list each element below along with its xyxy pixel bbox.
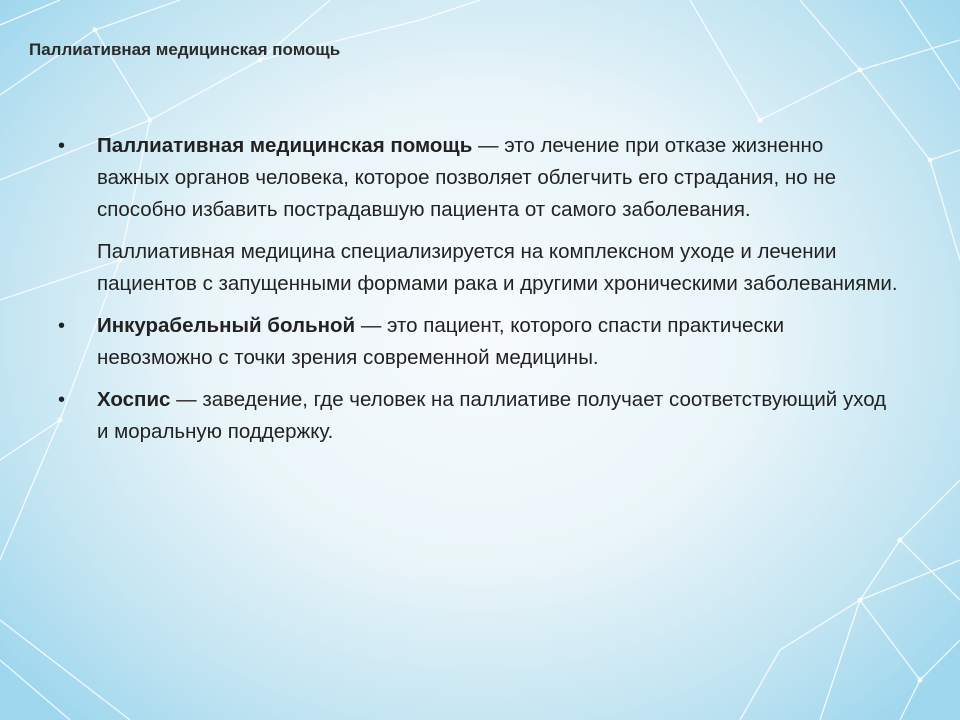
bullet-item [58,130,898,226]
bullet-marker: • [58,389,66,411]
slide-title: Паллиативная медицинская помощь [29,40,341,59]
bullet-marker: • [58,135,66,157]
bullet-marker: • [58,315,66,337]
bullet-definition: — заведение, где человек на паллиативе получает соответствующий уход и моральную поддержку. [97,388,887,443]
bullet-term: Инкурабельный больной [97,314,356,337]
bullet-item [58,310,898,374]
bullet-term: Хоспис [97,388,171,411]
bullet-continuation-paragraph: Паллиативная медицина специализируется на комплексном уходе и лечении пациентов с запущенными формами рака и другими хроническими заболеваниями. [97,240,898,295]
bullet-term: Паллиативная медицинская помощь [97,134,473,157]
bullet-definition: — это пациент, которого спасти практически невозможно с точки зрения современной медицины. [97,314,785,369]
bullet-item [58,384,898,448]
slide-content [58,130,898,448]
bullet-definition: — это лечение при отказе жизненно важных органов человека, которое позволяет облегчить его страдания, но не способно избавить пострадавшую пациента от самого заболевания. [97,134,837,221]
